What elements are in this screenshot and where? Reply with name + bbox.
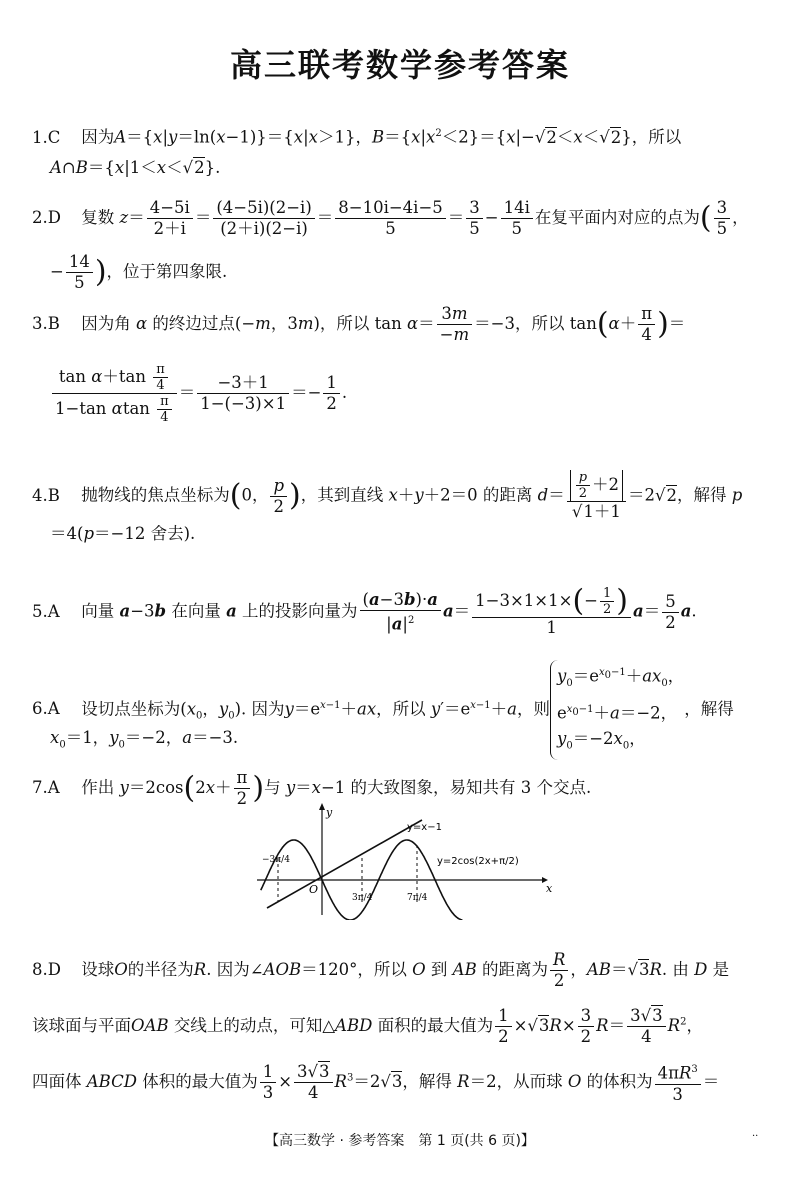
tick-label-1: 3π/4 (352, 893, 373, 903)
answer-8-line-3: 四面体 ABCD 体积的最大值为 $\frac{1}{3}$ × $\frac{3√3}{4}$ $R^3=2√3$，解得 R＝2，从而球 O 的体积为 $\frac{4\pi R^3}{3}$ ＝ (32, 1061, 720, 1104)
answer-6-line-1: 6.A 设切点坐标为($x_0$，$y_0$). 因为$y=e^{x-1}+ax$，所以 $y'=e^{x-1}+a$，则 $y_0=e^{x_0-1}+ax_0$， $e^{x_0-1}+a=-2$， $y_0=-2x_0$， ，解得 (32, 660, 734, 760)
tick-label-2: 7π/4 (407, 893, 428, 903)
corner-mark: ·· (752, 1131, 759, 1142)
function-graph (252, 800, 552, 920)
answer-4-line-1: 4.B 抛物线的焦点坐标为(0， $\frac{p}{2}$ )，其到直线 x＋y＋2＝0 的距离 d＝ $\frac{p}{2}$ ＋2 √1＋1 ＝2√2，解得 p (32, 470, 743, 521)
page-title: 高三联考数学参考答案 (229, 46, 570, 84)
answer-5-number: 5.A (32, 601, 60, 621)
curve-label: y=2cos(2x+π/2) (437, 856, 519, 867)
answer-1-line-2: A∩B＝{x|1＜x＜√2}. (50, 158, 221, 177)
answer-3-line-2: tan α＋tan $\frac{\pi}{4}$ 1−tan αtan $\frac{\pi}{4}$ ＝ $\frac{-3+1}{1-(-3)\times 1}$ ＝− $\frac{1}{2}$ . (50, 362, 347, 425)
answer-7-number: 7.A (32, 778, 60, 797)
answer-8-line-2: 该球面与平面OAB 交线上的动点，可知△ABD 面积的最大值为 $\frac{1}{2}$ ×√3R× $\frac{3}{2}$ R＝ $\frac{3√3}{4}$ $R^2$， (32, 1006, 703, 1046)
answer-4-number: 4.B (32, 485, 60, 505)
answer-2-line-1: 2.D 复数 z＝ $\frac{4-5i}{2+i}$ ＝ $\frac{(4-5i)(2-i)}{(2+i)(2-i)}$ ＝ $\frac{8-10i-4i-5}{5}$ ＝ $\frac{3}{5}$ − $\frac{14i}{5}$ 在复平面内对应的点为( $\frac{3}{5}$ ， (32, 198, 749, 238)
answer-7-line-1: 7.A 作出 y＝2cos(2x＋ $\frac{\pi}{2}$ )与 y＝x−1 的大致图象，易知共有 3 个交点. (32, 768, 592, 808)
answer-1-line-1: 1.C 因为A＝{x|y＝ln(x−1)}＝{x|x＞1}，$B=\{x|x^2<2\}=\{x|-√2<x<√2\}$，所以 (32, 122, 681, 150)
line-y-equals-x-minus-1 (267, 820, 422, 908)
answer-6-number: 6.A (32, 699, 60, 719)
origin-label: O (309, 883, 319, 896)
answer-8-number: 8.D (32, 960, 61, 979)
answer-3-line-1: 3.B 因为角 α 的终边过点(−m，3m)，所以 tan α＝ $\frac{3m}{-m}$ ＝−3，所以 tan(α＋ $\frac{\pi}{4}$ )＝ (32, 304, 686, 344)
answer-8-line-1: 8.D 设球O的半径为R. 因为∠AOB＝120°，所以 O 到 AB 的距离为 $\frac{R}{2}$ ，AB＝√3R. 由 D 是 (32, 950, 730, 990)
line-label: y=x−1 (407, 822, 442, 833)
answer-6-line-2: $x_0=1$，$y_0=-2$，a＝−3. (50, 728, 239, 751)
y-axis-label: y (326, 806, 333, 819)
y-axis-arrow-icon (319, 803, 325, 810)
answer-2-line-2: − $\frac{14}{5}$ )，位于第四象限. (50, 252, 228, 292)
answer-5-line-1: 5.A 向量 a−3b 在向量 a 上的投影向量为 $\frac{(a-3b)\cdot a}{|a|^2}$ a＝ 1−3×1×1×(− $\frac{1}{2}$ ) 1 a＝ $\frac{5}{2}$ a. (32, 583, 697, 637)
x-axis-label: x (546, 882, 552, 895)
answer-1-number: 1.C (32, 127, 61, 147)
answer-3-number: 3.B (32, 314, 60, 333)
answer-4-line-2: ＝4(p＝−12 舍去). (50, 524, 196, 543)
tick-label-neg: −3π/4 (262, 855, 290, 865)
answer-2-number: 2.D (32, 208, 61, 227)
page-footer: 【高三数学 · 参考答案 第 1 页(共 6 页)】 (265, 1133, 535, 1149)
